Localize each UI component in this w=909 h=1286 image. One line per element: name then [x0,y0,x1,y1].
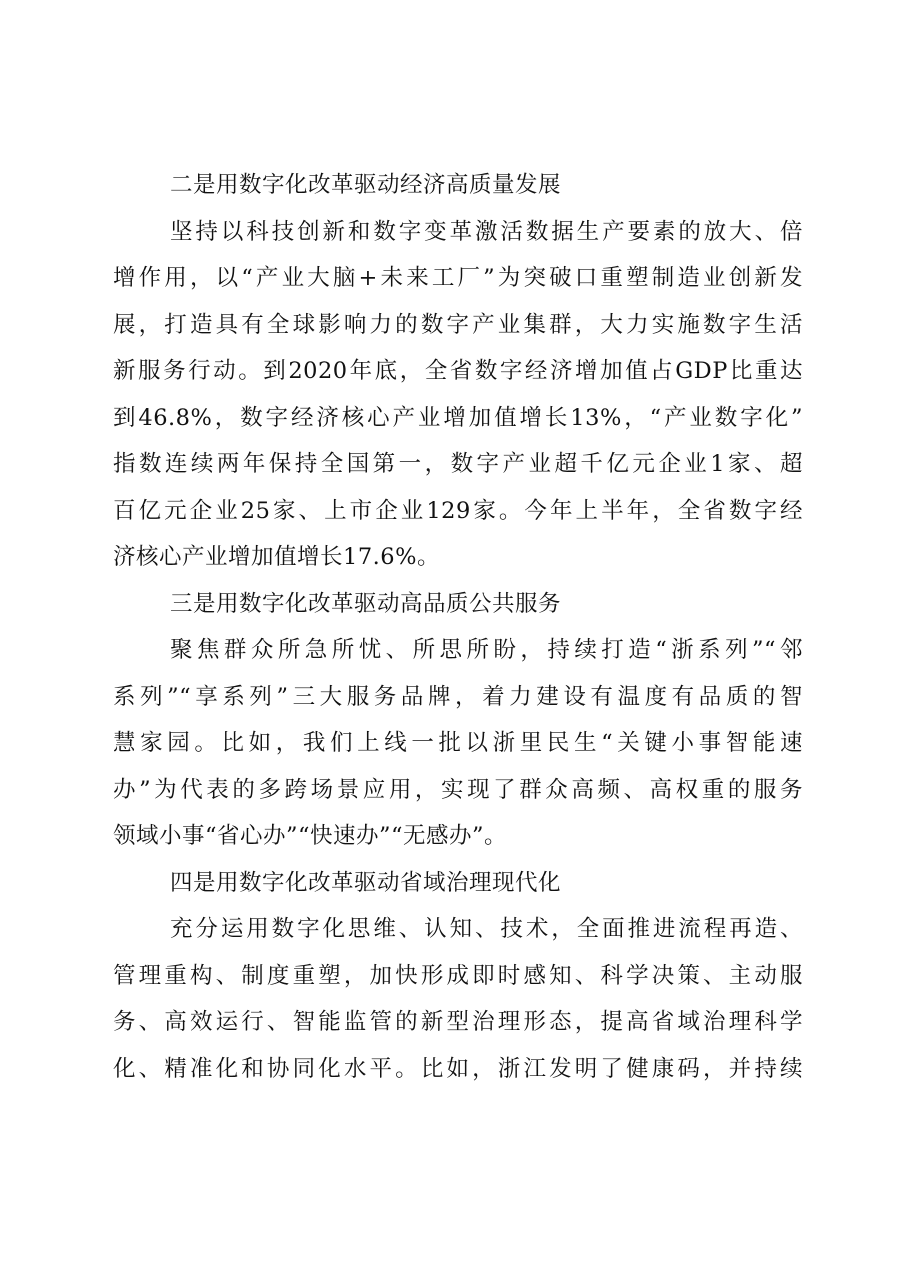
document-body [113,162,803,1092]
paragraph-line: 展，打造具有全球影响力的数字产业集群，大力实施数字生活 [113,311,803,338]
paragraph-line: 办”为代表的多跨场景应用，实现了群众高频、高权重的服务 [113,776,803,803]
section-heading-2: 二是用数字化改革驱动经济高质量发展 [170,172,562,198]
paragraph-line: 济核心产业增加值增长17.6%。 [113,544,440,570]
paragraph-line: 充分运用数字化思维、认知、技术，全面推进流程再造、 [170,916,803,942]
section-heading-3: 三是用数字化改革驱动高品质公共服务 [170,590,562,617]
paragraph-line: 新服务行动。到2020年底，全省数字经济增加值占GDP比重达 [113,358,803,384]
section-heading-4: 四是用数字化改革驱动省域治理现代化 [170,869,562,896]
paragraph-line: 聚焦群众所急所忧、所思所盼，持续打造“浙系列”“邻 [170,637,803,663]
paragraph-line: 慧家园。比如，我们上线一批以浙里民生“关键小事智能速 [113,730,803,756]
paragraph-line: 指数连续两年保持全国第一，数字产业超千亿元企业1家、超 [113,451,803,477]
paragraph-line: 化、精准化和协同化水平。比如，浙江发明了健康码，并持续 [113,1055,803,1082]
paragraph-line: 管理重构、制度重塑，加快形成即时感知、科学决策、主动服 [113,962,803,989]
paragraph-line: 百亿元企业25家、上市企业129家。今年上半年，全省数字经 [113,497,803,524]
paragraph-line: 领域小事“省心办”“快速办”“无感办”。 [113,823,508,849]
paragraph-line: 到46.8%，数字经济核心产业增加值增长13%，“产业数字化” [113,404,803,431]
paragraph-line: 务、高效运行、智能监管的新型治理形态，提高省域治理科学 [113,1009,803,1035]
paragraph-line: 坚持以科技创新和数字变革激活数据生产要素的放大、倍 [170,218,803,245]
paragraph-line: 系列”“享系列”三大服务品牌，着力建设有温度有品质的智 [113,683,803,710]
paragraph-line: 增作用，以“产业大脑+未来工厂”为突破口重塑制造业创新发 [113,265,803,291]
